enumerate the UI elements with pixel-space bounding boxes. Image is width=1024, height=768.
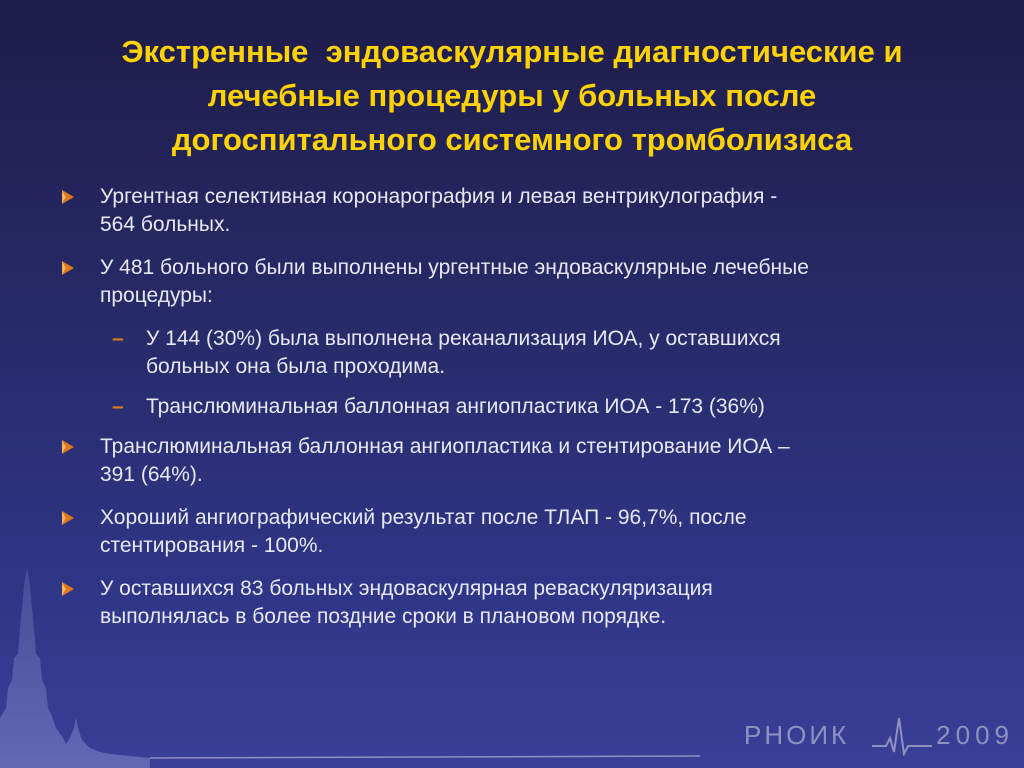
bullet-item xyxy=(60,433,990,489)
arrow-bullet-icon xyxy=(60,510,76,526)
heartbeat-pulse-icon xyxy=(872,716,932,756)
title-line-1: Экстренные эндоваскулярные диагностические и xyxy=(121,34,903,69)
title-line-3: догоспитального системного тромболизиса xyxy=(171,122,853,157)
bullet-item xyxy=(60,183,990,239)
bullet-text: Транслюминальная баллонная ангиопластика и стентирование ИОА – 391 (64%). xyxy=(100,435,790,486)
sub-bullet-item xyxy=(60,393,990,421)
bullet-text: У 481 больного были выполнены ургентные эндоваскулярные лечебные процедуры: xyxy=(100,256,809,307)
rnoik-logo xyxy=(744,716,1014,756)
bullet-text: У оставшихся 83 больных эндоваскулярная реваскуляризация выполнялась в более поздние сроки в плановом порядке. xyxy=(100,577,713,628)
title-line-2: лечебные процедуры у больных после xyxy=(207,78,817,113)
logo-name: РНОИК xyxy=(744,720,850,750)
bullet-text: Ургентная селективная коронарография и левая вентрикулография - 564 больных. xyxy=(100,185,778,236)
arrow-bullet-icon xyxy=(60,189,76,205)
arrow-bullet-icon xyxy=(60,260,76,276)
dash-bullet-icon: – xyxy=(112,327,124,350)
slide-title xyxy=(20,30,1004,162)
sub-bullet-text: Транслюминальная баллонная ангиопластика ИОА - 173 (36%) xyxy=(146,395,765,418)
arrow-bullet-icon xyxy=(60,439,76,455)
bullet-text: Хороший ангиографический результат после ТЛАП - 96,7%, после стентирования - 100%. xyxy=(100,506,747,557)
bullet-item xyxy=(60,254,990,310)
bullet-item xyxy=(60,504,990,560)
logo-year: 2009 xyxy=(936,720,1014,750)
sub-bullet-item xyxy=(60,325,990,381)
sub-bullet-text: У 144 (30%) была выполнена реканализация ИОА, у оставшихся больных она была проходима. xyxy=(146,327,781,378)
dash-bullet-icon: – xyxy=(112,395,124,418)
